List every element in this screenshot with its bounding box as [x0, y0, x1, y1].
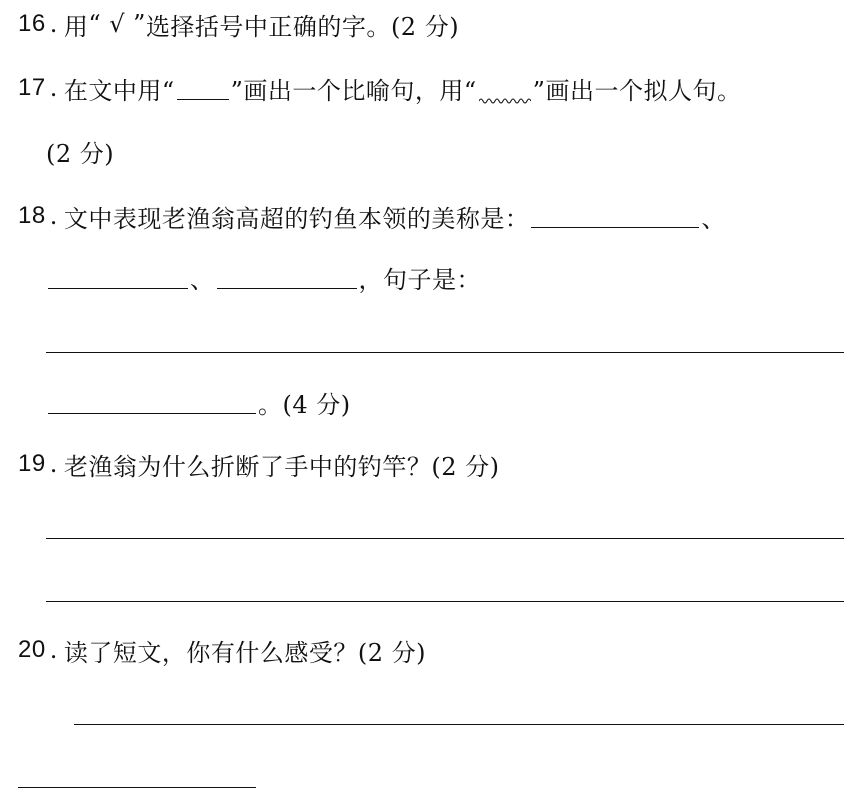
separator: 、 — [190, 265, 215, 294]
answer-line-20b[interactable] — [18, 787, 256, 788]
answer-line-19b[interactable] — [46, 601, 844, 602]
question-text: ”画出一个拟人句。 — [532, 76, 742, 105]
question-text: 在文中用“ — [63, 76, 175, 105]
answer-line-20a[interactable] — [74, 724, 844, 725]
score-label: (2 分) — [357, 638, 426, 667]
question-text: 老渔翁为什么折断了手中的钓竿？ — [63, 452, 432, 481]
question-dot: . — [49, 636, 58, 664]
question-text: ”画出一个比喻句，用“ — [230, 76, 477, 105]
question-number: 19 — [18, 450, 46, 477]
question-dot: . — [49, 450, 58, 478]
question-text: 文中表现老渔翁高超的钓鱼本领的美称是： — [63, 204, 530, 233]
question-number: 17 — [18, 74, 46, 101]
question-number: 18 — [18, 202, 46, 229]
check-mark-quote: “ √ ” — [88, 10, 146, 38]
question-text: 选择括号中正确的字。 — [145, 12, 391, 41]
period: 。 — [258, 390, 283, 419]
straight-underline-sample — [177, 73, 229, 100]
question-text: ，句子是： — [358, 265, 481, 294]
answer-blank-2[interactable] — [48, 262, 188, 289]
score-label: (2 分) — [431, 452, 500, 481]
wavy-underline-sample — [479, 75, 531, 101]
question-17 — [18, 68, 741, 108]
question-19 — [18, 444, 499, 484]
answer-blank-3[interactable] — [217, 262, 357, 289]
question-18-line-4 — [46, 382, 351, 422]
question-number: 16 — [18, 10, 46, 37]
question-18 — [18, 196, 726, 236]
question-dot: . — [49, 10, 58, 38]
answer-line-19a[interactable] — [46, 538, 844, 539]
question-dot: . — [49, 202, 58, 230]
question-20 — [18, 630, 426, 670]
question-16 — [18, 4, 459, 44]
question-18-line-2 — [46, 257, 481, 297]
answer-blank-4[interactable] — [48, 387, 256, 414]
score-label: (4 分) — [282, 390, 351, 419]
score-label: (2 分) — [390, 12, 460, 41]
question-text: 读了短文，你有什么感受？ — [63, 638, 358, 667]
question-dot: . — [49, 74, 58, 102]
separator: 、 — [701, 204, 726, 233]
score-label: (2 分) — [46, 139, 115, 168]
question-text: 用 — [63, 12, 89, 41]
question-number: 20 — [18, 636, 46, 663]
answer-blank-1[interactable] — [531, 201, 699, 228]
answer-line-18a[interactable] — [46, 352, 844, 353]
question-17-score-line — [46, 131, 114, 171]
